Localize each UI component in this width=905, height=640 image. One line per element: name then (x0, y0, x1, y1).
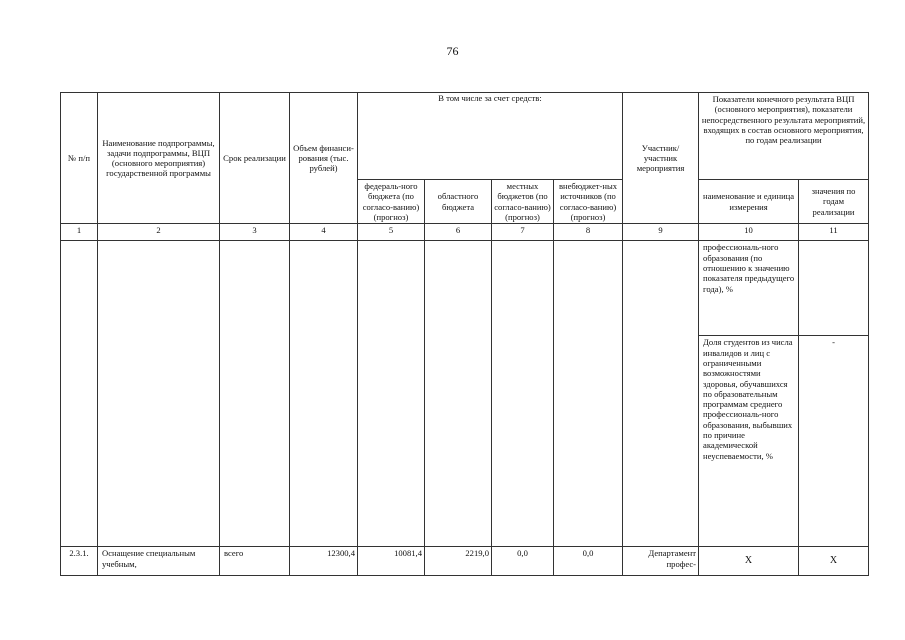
column-number: 5 (358, 224, 425, 241)
column-number: 3 (220, 224, 290, 241)
cont-num-cell (61, 241, 98, 547)
column-number: 9 (623, 224, 699, 241)
row-extra: 0,0 (554, 547, 623, 576)
row-regional: 2219,0 (425, 547, 492, 576)
header-indicator-name: наименование и единица измерения (699, 180, 799, 224)
header-federal: федераль-ного бюджета (по согласо-ванию) (прогноз) (358, 180, 425, 224)
cont-local-cell (492, 241, 554, 547)
cont-participant-cell (623, 241, 699, 547)
cont-federal-cell (358, 241, 425, 547)
header-participant: Участник/ участник мероприятия (623, 93, 699, 224)
column-number: 11 (799, 224, 869, 241)
header-extra: внебюджет-ных источников (по согласо-ванию) (прогноз) (554, 180, 623, 224)
row-num: 2.3.1. (61, 547, 98, 576)
header-volume: Объем финанси-рования (тыс. рублей) (290, 93, 358, 224)
row-name: Оснащение специальным учебным, (98, 547, 220, 576)
page-number: 76 (446, 44, 459, 58)
row-term: всего (220, 547, 290, 576)
header-row-1 (61, 93, 869, 180)
cont-volume-cell (290, 241, 358, 547)
indicator-2-name: Доля студентов из числа инвалидов и лиц с ограниченными возможностями здоровья, обучавшихся по образовательным программам среднего профессиональ-ного образования, выбывших по причине академической неуспеваемости, % (699, 336, 799, 547)
row-federal: 10081,4 (358, 547, 425, 576)
header-local: местных бюджетов (по согласо-ванию) (прогноз) (492, 180, 554, 224)
header-regional: областного бюджета (425, 180, 492, 224)
row-local: 0,0 (492, 547, 554, 576)
cont-extra-cell (554, 241, 623, 547)
row-2-3-1 (61, 547, 869, 576)
header-name: Наименование подпрограммы, задачи подпрограммы, ВЦП (основного мероприятия) государственной программы (98, 93, 220, 224)
column-number: 1 (61, 224, 98, 241)
cont-term-cell (220, 241, 290, 547)
indicator-1-name: профессиональ-ного образования (по отношению к значению показателя предыдущего года), % (699, 241, 799, 336)
header-term: Срок реализации (220, 93, 290, 224)
row-indicator-name: Х (699, 547, 799, 576)
column-number: 6 (425, 224, 492, 241)
continuation-row-1 (61, 241, 869, 336)
header-num: № п/п (61, 93, 98, 224)
column-number: 7 (492, 224, 554, 241)
column-number: 8 (554, 224, 623, 241)
indicator-1-value (799, 241, 869, 336)
cont-regional-cell (425, 241, 492, 547)
column-number: 10 (699, 224, 799, 241)
cont-name-cell (98, 241, 220, 547)
column-number: 4 (290, 224, 358, 241)
row-indicator-value: Х (799, 547, 869, 576)
header-indicator-values: значения по годам реализации (799, 180, 869, 224)
program-table (60, 92, 869, 576)
header-sources-group: В том числе за счет средств: (358, 93, 623, 180)
header-indicators-group: Показатели конечного результата ВЦП (основного мероприятия), показатели непосредственного результата мероприятий, входящих в состав основного мероприятия, по годам реализации (699, 93, 869, 180)
row-volume: 12300,4 (290, 547, 358, 576)
column-number: 2 (98, 224, 220, 241)
row-participant: Департамент профес- (623, 547, 699, 576)
column-number-row (61, 224, 869, 241)
indicator-2-value: - (799, 336, 869, 547)
